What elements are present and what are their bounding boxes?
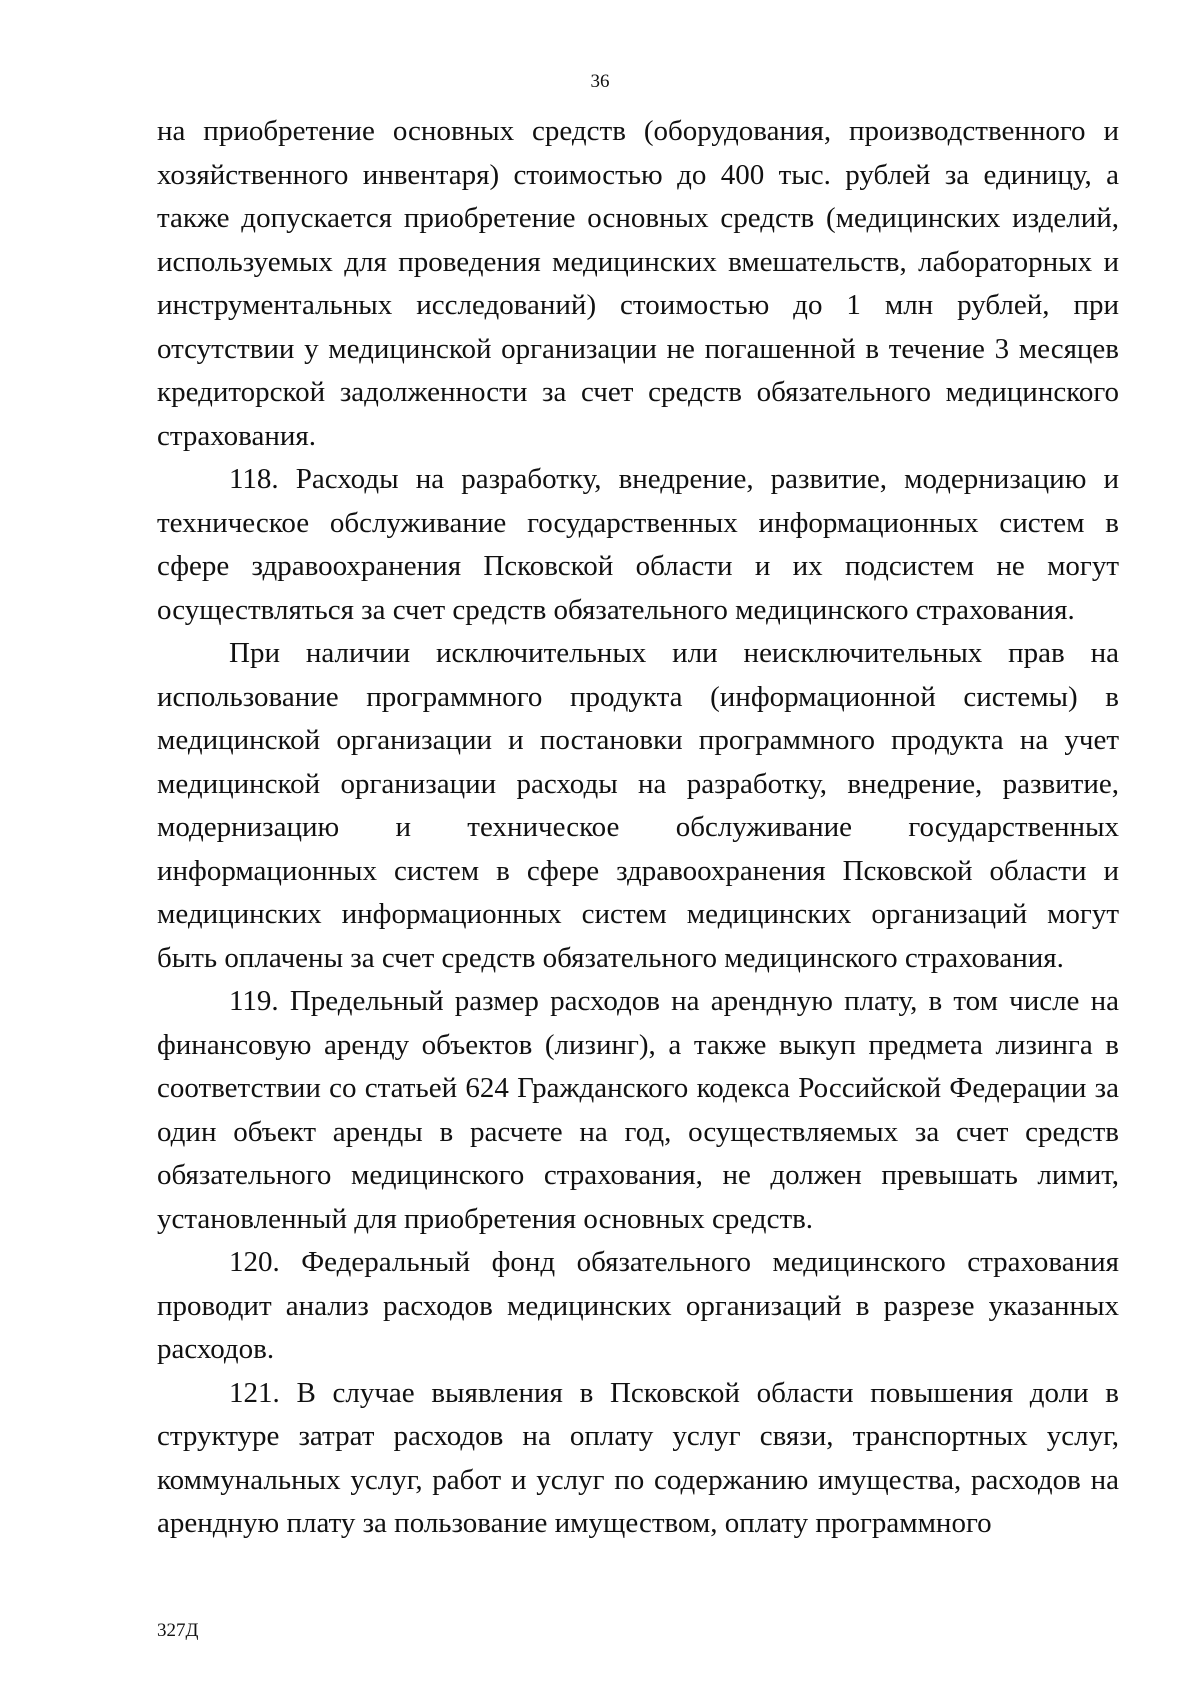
paragraph-120: 120. Федеральный фонд обязательного медицинского страхования проводит анализ расходов медицинских организаций в разрезе указанных расходов. [157,1246,1119,1365]
paragraph-continuation: на приобретение основных средств (оборудования, производственного и хозяйственного инвентаря) стоимостью до 400 тыс. рублей за единицу, а также допускается приобретение основных средств (медицинских изделий, используемых для проведения медицинских вмешательств, лабораторных и инструментальных исследований) стоимостью до 1 млн рублей, при отсутствии у медицинской организации не погашенной в течение 3 месяцев кредиторской задолженности за счет средств обязательного медицинского страхования. [157,115,1119,452]
document-code: 327Д [157,1620,199,1641]
paragraph-118: 118. Расходы на разработку, внедрение, развитие, модернизацию и техническое обслуживание государственных информационных систем в сфере здравоохранения Псковской области и их подсистем не могут осуществляться за счет средств обязательного медицинского страхования. [157,463,1119,626]
paragraph-119: 119. Предельный размер расходов на арендную плату, в том числе на финансовую аренду объектов (лизинг), а также выкуп предмета лизинга в соответствии со статьей 624 Гражданского кодекса Российской Федерации за один объект аренды в расчете на год, осуществляемых за счет средств обязательного медицинского страхования, не должен превышать лимит, установленный для приобретения основных средств. [157,985,1119,1235]
paragraph-121: 121. В случае выявления в Псковской области повышения доли в структуре затрат расходов на оплату услуг связи, транспортных услуг, коммунальных услуг, работ и услуг по содержанию имущества, расходов на арендную плату за пользование имуществом, оплату программного [157,1376,1119,1539]
page-number: 36 [590,71,610,92]
document-body [157,110,1119,1546]
paragraph-118-rights: При наличии исключительных или неисключительных прав на использование программного продукта (информационной системы) в медицинской организации и постановки программного продукта на учет медицинской организации расходы на разработку, внедрение, развитие, модернизацию и техническое обслуживание государственных информационных систем в сфере здравоохранения Псковской области и медицинских информационных систем медицинских организаций могут быть оплачены за счет средств обязательного медицинского страхования. [157,637,1119,974]
